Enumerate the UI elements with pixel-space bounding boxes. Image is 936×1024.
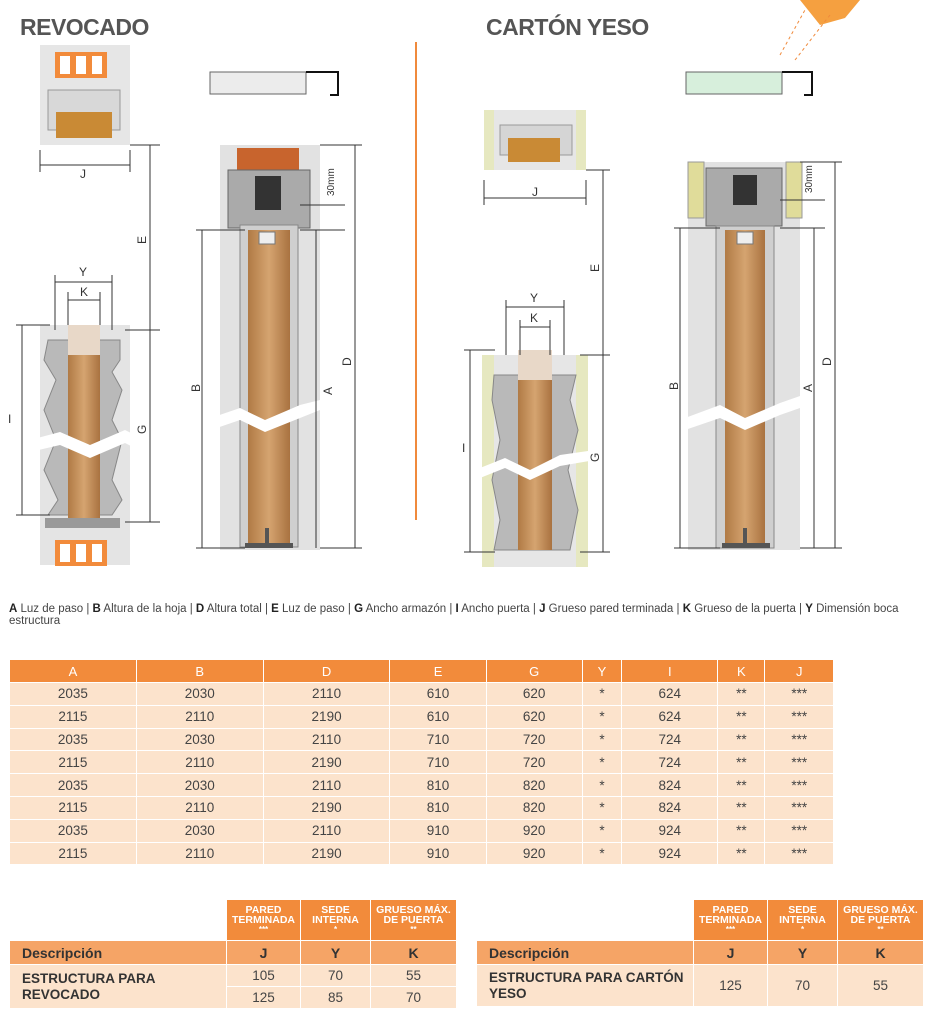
dim-label-e-right: E <box>588 263 602 272</box>
spec-header-letter: J <box>694 940 768 964</box>
table-cell: 710 <box>390 750 486 773</box>
legend <box>9 603 909 627</box>
legend-key: G <box>354 603 364 615</box>
table-row <box>10 773 834 796</box>
spec-header-text: GRUESO MÁX. DE PUERTA <box>376 904 451 926</box>
spec-header-symbol: ** <box>877 925 884 934</box>
table-header-cell: E <box>390 660 486 682</box>
table-cell: ** <box>718 842 765 865</box>
table-cell: * <box>583 682 623 705</box>
table-cell: 2190 <box>264 705 391 728</box>
legend-text: Luz de paso | <box>278 603 355 615</box>
spec-header-title <box>838 900 924 940</box>
spec-cell: 125 <box>227 986 301 1008</box>
table-row <box>10 796 834 819</box>
spec-header-symbol: * <box>333 925 338 934</box>
table-cell: 824 <box>622 796 718 819</box>
dimensions-table <box>10 660 834 864</box>
table-cell: 2110 <box>264 819 391 842</box>
table-cell: 910 <box>390 842 486 865</box>
table-cell: *** <box>765 796 834 819</box>
table-cell: * <box>583 796 623 819</box>
table-header-cell: Y <box>583 660 623 682</box>
dim-label-b-right: B <box>667 381 681 390</box>
legend-text: Altura de la hoja | <box>100 603 196 615</box>
spec-header-text: GRUESO MÁX. DE PUERTA <box>843 904 918 926</box>
spec-header-title <box>768 900 838 940</box>
revocado-elevation <box>205 72 338 550</box>
legend-key: Y <box>805 603 813 615</box>
spec-cell: 125 <box>694 964 768 1006</box>
spec-header-text: PARED TERMINADA <box>699 904 762 926</box>
table-cell: ** <box>718 705 765 728</box>
revocado-spec-table <box>10 900 457 1008</box>
corner-decoration <box>780 0 860 60</box>
legend-key: D <box>195 603 205 615</box>
carton-top-section <box>484 110 586 170</box>
legend-text: Ancho armazón | <box>363 603 456 615</box>
table-cell: 810 <box>390 773 486 796</box>
table-cell: 2110 <box>264 728 391 751</box>
spec-header-letter: Y <box>768 940 838 964</box>
table-cell: 920 <box>487 842 583 865</box>
spec-header-symbol: * <box>800 925 805 934</box>
spec-header-title <box>227 900 301 940</box>
dim-label-30mm-left: 30mm <box>326 168 337 196</box>
table-cell: 2115 <box>10 705 137 728</box>
spec-name: ESTRUCTURA PARA REVOCADO <box>10 964 227 1008</box>
table-cell: 624 <box>622 682 718 705</box>
table-cell: 2190 <box>264 750 391 773</box>
carton-spec-table <box>477 900 924 1006</box>
table-cell: ** <box>718 728 765 751</box>
table-cell: 2035 <box>10 819 137 842</box>
dim-label-30mm-right: 30mm <box>804 165 815 193</box>
table-row <box>10 682 834 705</box>
spec-cell: 70 <box>301 964 371 986</box>
table-cell: 2030 <box>137 819 264 842</box>
legend-key: I <box>455 603 459 615</box>
table-cell: * <box>583 728 623 751</box>
table-cell: 2115 <box>10 842 137 865</box>
dim-label-k-right: K <box>530 311 539 325</box>
dim-label-b-left: B <box>189 383 203 392</box>
table-cell: *** <box>765 773 834 796</box>
table-cell: 920 <box>487 819 583 842</box>
table-cell: ** <box>718 819 765 842</box>
dim-label-d-right: D <box>820 357 834 366</box>
dim-label-a-left: A <box>321 386 335 395</box>
dim-label-g-left: G <box>135 424 149 434</box>
table-cell: *** <box>765 705 834 728</box>
spec-cell: 105 <box>227 964 301 986</box>
table-cell: 2030 <box>137 682 264 705</box>
title-revocado: REVOCADO <box>20 14 149 40</box>
table-cell: 810 <box>390 796 486 819</box>
table-cell: 820 <box>487 773 583 796</box>
table-cell: 724 <box>622 750 718 773</box>
dim-label-k-left: K <box>80 285 89 299</box>
spec-row <box>10 964 457 986</box>
table-cell: *** <box>765 728 834 751</box>
legend-text: Ancho puerta | <box>458 603 540 615</box>
table-cell: *** <box>765 750 834 773</box>
table-cell: 720 <box>487 750 583 773</box>
dim-label-i-left: I <box>8 412 12 426</box>
table-cell: 924 <box>622 819 718 842</box>
table-cell: 710 <box>390 728 486 751</box>
spec-header-letter: K <box>838 940 924 964</box>
table-row <box>10 728 834 751</box>
table-cell: 2035 <box>10 728 137 751</box>
table-header-cell: K <box>718 660 765 682</box>
spec-header-symbol: *** <box>258 925 269 934</box>
table-cell: 724 <box>622 728 718 751</box>
legend-text: Grueso pared terminada | <box>545 603 683 615</box>
dim-label-d-left: D <box>340 357 354 366</box>
table-cell: 2115 <box>10 750 137 773</box>
table-cell: * <box>583 750 623 773</box>
revocado-top-section <box>40 45 130 145</box>
table-cell: 824 <box>622 773 718 796</box>
legend-text: Dimensión boca estructura <box>9 603 899 627</box>
table-cell: 2110 <box>264 682 391 705</box>
dim-label-y-right: Y <box>530 291 539 305</box>
table-cell: ** <box>718 773 765 796</box>
dim-label-j-left: J <box>80 167 86 181</box>
spec-header-text: PARED TERMINADA <box>232 904 295 926</box>
table-row <box>10 750 834 773</box>
table-cell: *** <box>765 682 834 705</box>
table-cell: 820 <box>487 796 583 819</box>
spec-cell: 70 <box>371 986 457 1008</box>
spec-header-text: SEDE INTERNA <box>312 904 359 926</box>
legend-key: E <box>271 603 279 615</box>
carton-cross-section <box>475 350 595 567</box>
table-cell: 2110 <box>264 773 391 796</box>
spec-cell: 55 <box>838 964 924 1006</box>
spec-header-letter: J <box>227 940 301 964</box>
table-cell: 2030 <box>137 773 264 796</box>
table-cell: 2035 <box>10 682 137 705</box>
table-cell: 2110 <box>137 796 264 819</box>
legend-text: Altura total | <box>204 603 272 615</box>
spec-header-text: SEDE INTERNA <box>779 904 826 926</box>
spec-row <box>477 964 924 1006</box>
table-cell: * <box>583 842 623 865</box>
table-row <box>10 842 834 865</box>
legend-text: Grueso de la puerta | <box>691 603 806 615</box>
table-cell: 620 <box>487 682 583 705</box>
spec-cell: 85 <box>301 986 371 1008</box>
desc-header: Descripción <box>10 940 227 964</box>
table-cell: ** <box>718 796 765 819</box>
spec-cell: 55 <box>371 964 457 986</box>
spec-cell: 70 <box>768 964 838 1006</box>
spec-header-letter: Y <box>301 940 371 964</box>
spec-header-title <box>371 900 457 940</box>
spec-header-symbol: *** <box>725 925 736 934</box>
table-cell: ** <box>718 682 765 705</box>
table-cell: 924 <box>622 842 718 865</box>
dim-label-e-left: E <box>135 235 149 244</box>
legend-key: B <box>92 603 101 615</box>
table-cell: 720 <box>487 728 583 751</box>
table-row <box>10 819 834 842</box>
table-cell: 2035 <box>10 773 137 796</box>
table-cell: 2190 <box>264 842 391 865</box>
table-cell: ** <box>718 750 765 773</box>
dim-label-y-left: Y <box>79 265 88 279</box>
spec-header-title <box>301 900 371 940</box>
table-cell: 910 <box>390 819 486 842</box>
table-header-cell: G <box>487 660 583 682</box>
legend-key: A <box>9 603 18 615</box>
table-cell: 2030 <box>137 728 264 751</box>
table-header-cell: B <box>137 660 264 682</box>
desc-header: Descripción <box>477 940 694 964</box>
dim-label-g-right: G <box>588 452 602 462</box>
title-carton-yeso: CARTÓN YESO <box>486 14 649 40</box>
table-cell: 624 <box>622 705 718 728</box>
table-cell: 610 <box>390 705 486 728</box>
carton-elevation <box>685 72 812 550</box>
table-cell: 2190 <box>264 796 391 819</box>
table-cell: 2115 <box>10 796 137 819</box>
dim-label-i-right: I <box>462 441 466 455</box>
revocado-cross-section <box>30 325 135 566</box>
spec-header-symbol: ** <box>410 925 417 934</box>
table-row <box>10 705 834 728</box>
table-header-cell: I <box>622 660 718 682</box>
dim-label-a-right: A <box>801 383 815 392</box>
spec-header-letter: K <box>371 940 457 964</box>
table-cell: *** <box>765 842 834 865</box>
spec-name: ESTRUCTURA PARA CARTÓN YESO <box>477 964 694 1006</box>
table-cell: 2110 <box>137 842 264 865</box>
table-cell: 2110 <box>137 750 264 773</box>
table-cell: 620 <box>487 705 583 728</box>
spec-header-title <box>694 900 768 940</box>
table-cell: * <box>583 819 623 842</box>
legend-text: Luz de paso | <box>17 603 93 615</box>
table-header-cell: A <box>10 660 137 682</box>
table-cell: * <box>583 705 623 728</box>
dim-label-j-right: J <box>532 185 538 199</box>
legend-key: K <box>682 603 692 615</box>
table-header-cell: J <box>765 660 834 682</box>
legend-key: J <box>539 603 546 615</box>
table-cell: 2110 <box>137 705 264 728</box>
table-cell: * <box>583 773 623 796</box>
table-cell: 610 <box>390 682 486 705</box>
table-header-cell: D <box>264 660 391 682</box>
table-cell: *** <box>765 819 834 842</box>
